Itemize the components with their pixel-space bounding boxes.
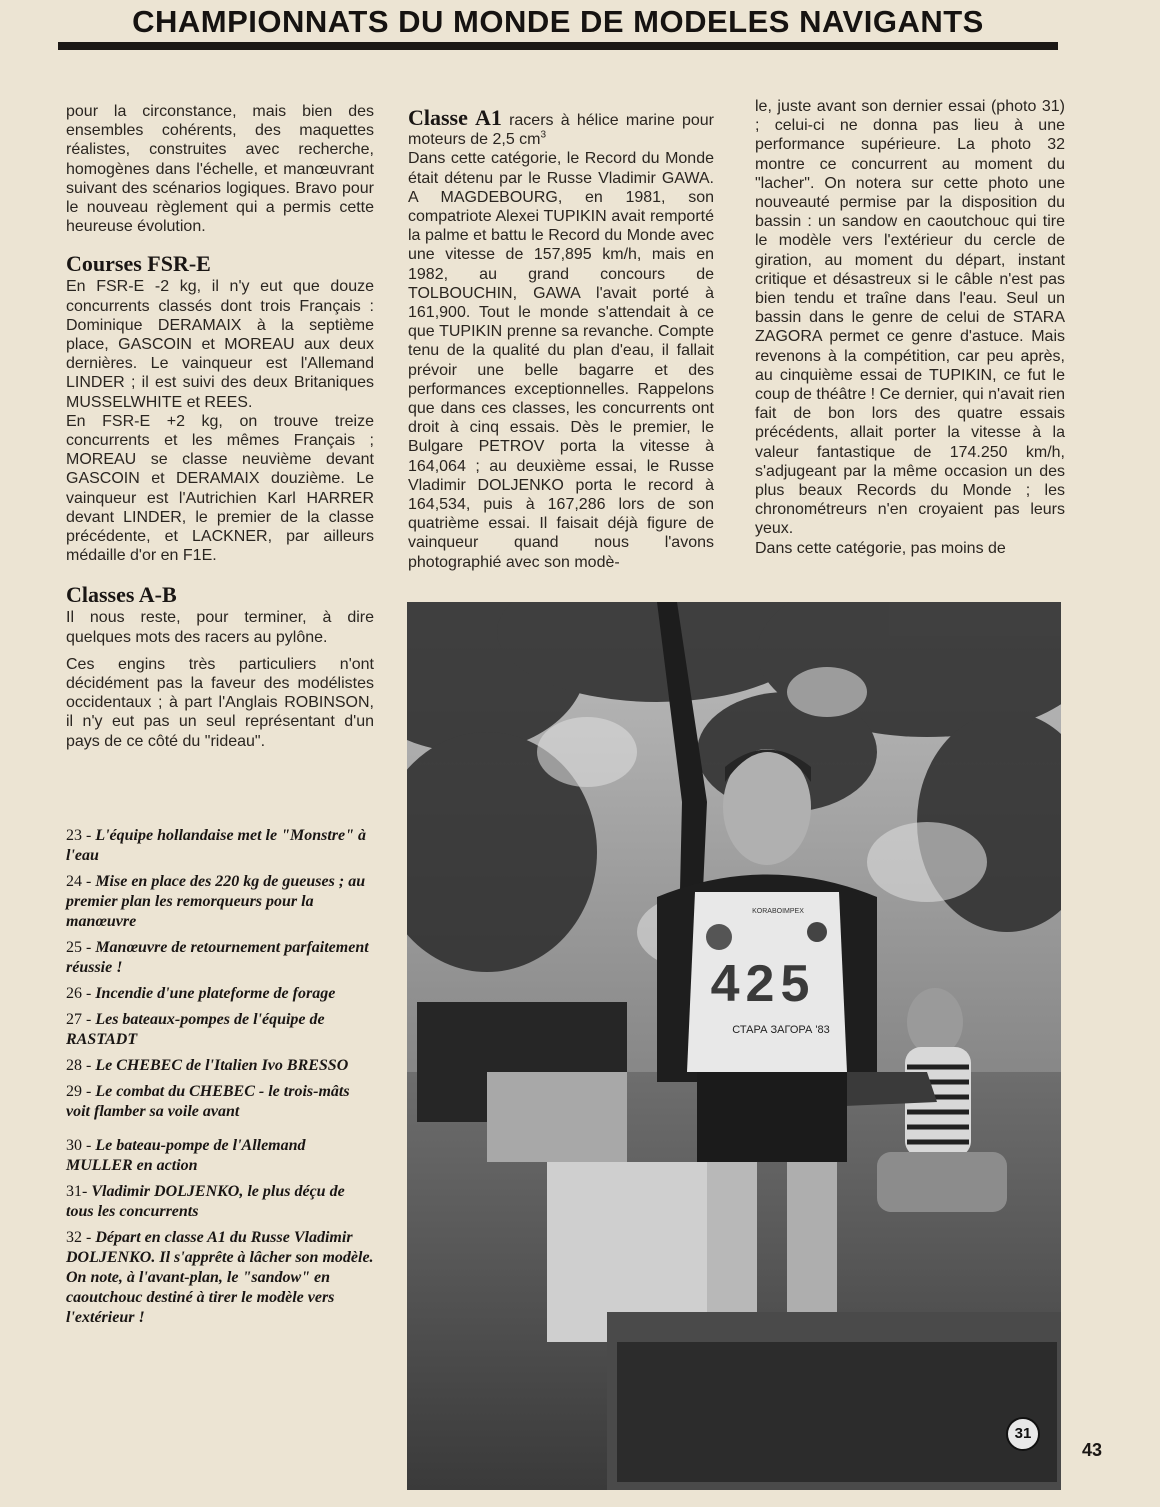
classes-a-b-paragraph-2: Ces engins très particuliers n'ont décidément pas la faveur des modélistes occidentaux ; à part l'Anglais ROBINSON, il n'y eut pas un seul représentant d'un pays de ce côté du "rideau". [66,655,374,750]
bib-text: СТАРА ЗАГОРА '83 [732,1024,830,1036]
classe-a1-heading: Classe A1 racers à hélice marine pour moteurs de 2,5 $cm^3$ [408,105,715,149]
section-title-classes-a-b: Classes A-B [66,582,177,608]
caption-24: 24 - Mise en place des 220 kg de gueuses ; au premier plan les remorqueurs pour la manœuvre [66,873,366,930]
bib-logo-text: KORABOIMPEX [752,908,804,915]
caption-28: 28 - Le CHEBEC de l'Italien Ivo BRESSO [66,1057,349,1074]
page-headline: CHAMPIONNATS DU MONDE DE MODELES NAVIGANTS [132,4,984,39]
page-number: 43 [1082,1440,1103,1460]
caption-26: 26 - Incendie d'une plateforme de forage [66,985,336,1002]
caption-29: 29 - Le combat du CHEBEC - le trois-mâts voit flamber sa voile avant [66,1083,350,1120]
section-title-classe-a1: Classe A1 [408,105,502,130]
photo-illustration [407,602,1061,1490]
caption-27: 27 - Les bateaux-pompes de l'équipe de RASTADT [66,1011,325,1048]
fsr-e-paragraph-2: En FSR-E +2 kg, on trouve treize concurrents et les mêmes Français ; MOREAU se classe neuvième devant GASCOIN et DERAMAIX douzième. Le vainqueur est l'Autrichien Karl HARRER devant LINDER, le premier de la classe précédente, et LACKNER, par ailleurs médaille d'or en F1E. [66,412,374,565]
caption-31: 31- Vladimir DOLJENKO, le plus déçu de tous les concurrents [66,1183,345,1220]
column-middle [408,105,715,572]
headline-rule [58,42,1058,50]
bib-number: 425 [710,955,816,1013]
caption-23: 23 - L'équipe hollandaise met le "Monstre" à l'eau [66,827,366,864]
right-paragraph-2: Dans cette catégorie, pas moins de [755,539,1006,557]
photo-doljenko [407,602,1061,1490]
caption-32: 32 - Départ en classe A1 du Russe Vladimir DOLJENKO. Il s'apprête à lâcher son modèle. On note, à l'avant-plan, le "sandow" en caoutchouc destiné à tirer le modèle vers l'extérieur ! [66,1229,374,1326]
classes-a-b-paragraph-1: Il nous reste, pour terminer, à dire quelques mots des racers au pylône. [66,609,374,646]
section-title-fsr-e: Courses FSR-E [66,251,211,277]
photo-number-badge: 31 [1006,1417,1040,1451]
photo-captions [66,826,376,1334]
column-right [755,97,1065,558]
fsr-e-paragraph-1: En FSR-E -2 kg, il n'y eut que douze concurrents classés dont trois Français : Dominique DERAMAIX à la septième place, GASCOIN et MOREAU aux deux dernières. Le vainqueur est l'Allemand LINDER ; il est suivi des deux Britaniques MUSSELWHITE et REES. [66,278,374,411]
caption-25: 25 - Manœuvre de retournement parfaitement réussie ! [66,939,369,976]
caption-30: 30 - Le bateau-pompe de l'Allemand MULLER en action [66,1137,306,1174]
intro-paragraph: pour la circonstance, mais bien des ensembles cohérents, des maquettes réalistes, construites avec recherche, homogènes dans l'échelle, et manœuvrant suivant des scénarios logiques. Bravo pour le nouveau règlement qui a permis cette heureuse évolution. [66,103,374,236]
classe-a1-subtitle: racers à hélice marine pour moteurs de 2,5 cm [408,112,715,149]
classe-a1-paragraph: Dans cette catégorie, le Record du Monde était détenu par le Russe Vladimir GAWA. A MAGDEBOURG, en 1981, son compatriote Alexei TUPIKIN avait remporté la palme et battu le Record du Monde avec une vitesse de 157,895 km/h, mais en 1982, au grand concours de TOLBOUCHIN, GAWA l'avait porté à 161,900. Tout le monde s'attendait à ce que TUPIKIN prenne sa revanche. Compte tenu de la qualité du plan d'eau, il fallait prévoir une belle bagarre et des performances exceptionnelles. Rappelons que dans ces classes, les concurrents ont droit à cinq essais. Dès le premier, le Bulgare PETROV porta la vitesse à 164,064 ; au deuxième essai, le Russe Vladimir DOLJENKO porta le record à 164,534, puis à 167,286 lors de son quatrième essai. Il faisait déjà figure de vainqueur quand nous l'avons photographié avec son modè- [408,150,714,571]
right-paragraph-1: le, juste avant son dernier essai (photo 31) ; celui-ci ne donna pas lieu à une performance supérieure. La photo 32 montre ce concurrent au moment du "lacher". On notera sur cette photo une nouveauté permise par la disposition du bassin : un sandow en caoutchouc qui tire le modèle vers l'extérieur du cercle de giration, au moment du départ, instant critique et désastreux si le câble n'est pas bien tendu et traîne dans l'eau. Seul un bassin dans le genre de celui de STARA ZAGORA permet ce genre d'astuce. Mais revenons à la compétition, car peu après, au cinquième essai de TUPIKIN, ce fut le coup de théâtre ! Ce dernier, qui n'avait rien fait de bon lors des quatre essais précédents, allait porter la vitesse à la valeur fantastique de 174.250 km/h, s'adjugeant par la même occasion un des plus beaux Records du Monde ; les chronométreurs n'en croyaient pas leurs yeux. [755,98,1065,538]
column-left [66,102,374,751]
